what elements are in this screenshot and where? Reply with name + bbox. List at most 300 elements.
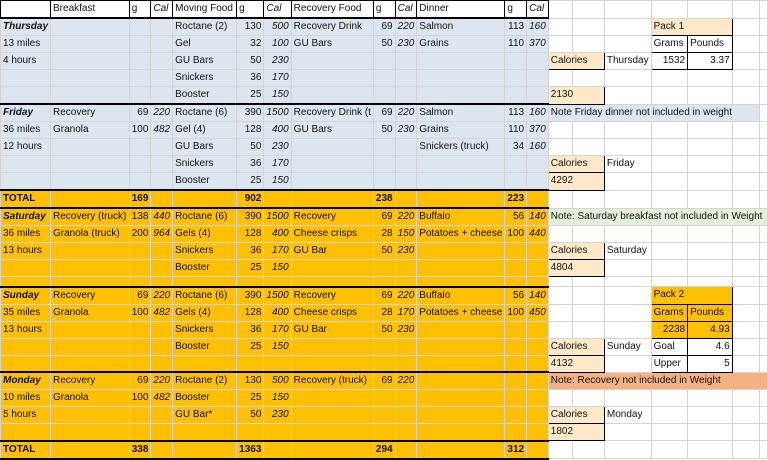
empty-cell[interactable] — [417, 441, 505, 459]
dinner-item[interactable] — [417, 243, 505, 260]
moving-food-item[interactable]: Booster — [173, 338, 237, 355]
recovery-food-item[interactable]: GU Bar — [291, 321, 373, 338]
dinner-calories[interactable] — [527, 70, 549, 87]
breakfast-calories[interactable]: 482 — [151, 304, 173, 321]
moving-food-calories[interactable]: 230 — [264, 139, 291, 156]
empty-cell[interactable] — [548, 70, 572, 87]
day-info[interactable] — [1, 156, 51, 173]
dinner-grams[interactable] — [505, 407, 527, 424]
empty-cell[interactable] — [573, 441, 605, 459]
empty-cell[interactable] — [759, 287, 767, 305]
empty-cell[interactable] — [1, 277, 51, 287]
empty-cell[interactable] — [759, 407, 767, 424]
moving-food-grams[interactable]: 36 — [237, 243, 264, 260]
recovery-food-item[interactable]: Recovery Drink (t — [291, 104, 373, 122]
breakfast-calories[interactable] — [151, 321, 173, 338]
recovery-food-item[interactable] — [291, 407, 373, 424]
calories-label-sunday[interactable]: Calories — [548, 338, 604, 355]
moving-food-grams[interactable]: 32 — [237, 36, 264, 53]
empty-cell[interactable] — [688, 70, 733, 87]
recovery-food-grams[interactable] — [373, 173, 395, 191]
dinner-calories[interactable] — [527, 321, 549, 338]
empty-cell[interactable] — [651, 190, 688, 208]
moving-food-item[interactable]: Snickers — [173, 243, 237, 260]
empty-cell[interactable] — [264, 441, 291, 459]
empty-cell[interactable] — [505, 277, 527, 287]
day-info[interactable]: 36 miles — [1, 122, 51, 139]
empty-cell[interactable] — [604, 70, 651, 87]
calories-label-saturday[interactable]: Calories — [548, 243, 604, 260]
empty-cell[interactable] — [264, 190, 291, 208]
breakfast-item[interactable]: Recovery — [51, 104, 130, 122]
dinner-calories[interactable]: 450 — [527, 304, 549, 321]
day-label[interactable]: Thursday — [1, 18, 51, 36]
pack1-pounds[interactable]: 3.37 — [688, 53, 733, 70]
recovery-food-grams[interactable] — [373, 424, 395, 441]
empty-cell[interactable] — [759, 122, 767, 139]
breakfast-grams[interactable]: 100 — [129, 122, 151, 139]
breakfast-grams[interactable]: 69 — [129, 287, 151, 305]
breakfast-item[interactable]: Recovery — [51, 372, 130, 390]
empty-cell[interactable] — [173, 190, 237, 208]
empty-cell[interactable] — [527, 190, 549, 208]
moving-food-grams[interactable]: 128 — [237, 122, 264, 139]
day-label-sunday[interactable]: Sunday — [604, 338, 651, 355]
breakfast-calories[interactable] — [151, 18, 173, 36]
empty-cell[interactable] — [759, 190, 767, 208]
empty-cell[interactable] — [373, 355, 395, 372]
empty-cell[interactable] — [651, 390, 688, 407]
moving-food-calories[interactable]: 150 — [264, 338, 291, 355]
moving-food-grams[interactable]: 36 — [237, 321, 264, 338]
recovery-food-calories[interactable] — [395, 70, 417, 87]
empty-cell[interactable] — [604, 190, 651, 208]
dinner-item[interactable] — [417, 156, 505, 173]
breakfast-grams[interactable] — [129, 156, 151, 173]
moving-food-calories[interactable]: 500 — [264, 18, 291, 36]
empty-cell[interactable] — [527, 355, 549, 372]
empty-cell[interactable] — [604, 1, 651, 19]
empty-cell[interactable] — [732, 226, 759, 243]
empty-cell[interactable] — [604, 122, 651, 139]
empty-cell[interactable] — [732, 390, 759, 407]
breakfast-calories[interactable]: 220 — [151, 104, 173, 122]
empty-cell[interactable] — [759, 277, 767, 287]
empty-cell[interactable] — [732, 441, 759, 459]
breakfast-grams[interactable] — [129, 139, 151, 156]
recovery-food-item[interactable]: Cheese crisps — [291, 304, 373, 321]
recovery-food-grams[interactable]: 69 — [373, 372, 395, 390]
empty-cell[interactable] — [759, 338, 767, 355]
dinner-grams[interactable] — [505, 173, 527, 191]
empty-cell[interactable] — [548, 304, 572, 321]
moving-food-item[interactable]: Roctane (6) — [173, 104, 237, 122]
day-info[interactable]: 35 miles — [1, 304, 51, 321]
empty-cell[interactable] — [548, 321, 572, 338]
empty-cell[interactable] — [759, 1, 767, 19]
dinner-grams[interactable] — [505, 260, 527, 277]
dinner-calories[interactable] — [527, 372, 549, 390]
moving-food-item[interactable] — [173, 424, 237, 441]
moving-food-calories[interactable]: 400 — [264, 226, 291, 243]
pack2-goal-label[interactable]: Goal — [651, 338, 688, 355]
recovery-food-calories[interactable] — [395, 407, 417, 424]
empty-cell[interactable] — [573, 321, 605, 338]
breakfast-item[interactable] — [51, 338, 130, 355]
empty-cell[interactable] — [573, 1, 605, 19]
empty-cell[interactable] — [651, 243, 688, 260]
empty-cell[interactable] — [651, 70, 688, 87]
moving-food-item[interactable]: Gel (4) — [173, 122, 237, 139]
moving-food-item[interactable]: Snickers — [173, 156, 237, 173]
moving-food-grams[interactable]: 25 — [237, 338, 264, 355]
dinner-grams-total[interactable]: 223 — [505, 190, 527, 208]
empty-cell[interactable] — [732, 156, 759, 173]
recovery-food-item[interactable]: GU Bars — [291, 122, 373, 139]
breakfast-calories[interactable] — [151, 36, 173, 53]
dinner-calories[interactable]: 160 — [527, 104, 549, 122]
empty-cell[interactable] — [548, 1, 572, 19]
dinner-item[interactable] — [417, 338, 505, 355]
recovery-grams-total[interactable]: 238 — [373, 190, 395, 208]
recovery-food-item[interactable]: GU Bar — [291, 243, 373, 260]
breakfast-calories[interactable] — [151, 156, 173, 173]
empty-cell[interactable] — [604, 18, 651, 36]
recovery-food-calories[interactable] — [395, 156, 417, 173]
recovery-food-grams[interactable]: 69 — [373, 104, 395, 122]
empty-cell[interactable] — [604, 173, 651, 191]
column-header-blank[interactable] — [1, 1, 51, 19]
recovery-food-calories[interactable]: 230 — [395, 122, 417, 139]
empty-cell[interactable] — [604, 304, 651, 321]
empty-cell[interactable] — [417, 190, 505, 208]
breakfast-calories[interactable] — [151, 424, 173, 441]
empty-cell[interactable] — [732, 139, 759, 156]
day-info[interactable]: 13 hours — [1, 321, 51, 338]
empty-cell[interactable] — [651, 173, 688, 191]
day-info[interactable] — [1, 338, 51, 355]
breakfast-item[interactable]: Granola — [51, 390, 130, 407]
moving-food-calories[interactable]: 170 — [264, 243, 291, 260]
recovery-food-item[interactable] — [291, 70, 373, 87]
empty-cell[interactable] — [548, 441, 572, 459]
pack2-grams-label[interactable]: Grams — [651, 304, 688, 321]
recovery-food-grams[interactable] — [373, 338, 395, 355]
empty-cell[interactable] — [604, 260, 651, 277]
empty-cell[interactable] — [759, 355, 767, 372]
empty-cell[interactable] — [688, 1, 733, 19]
breakfast-grams[interactable] — [129, 321, 151, 338]
moving-food-calories[interactable]: 1500 — [264, 104, 291, 122]
empty-cell[interactable] — [173, 441, 237, 459]
day-info[interactable]: 13 miles — [1, 36, 51, 53]
empty-cell[interactable] — [417, 277, 505, 287]
recovery-food-calories[interactable] — [395, 139, 417, 156]
dinner-calories[interactable]: 440 — [527, 226, 549, 243]
empty-cell[interactable] — [129, 277, 151, 287]
empty-cell[interactable] — [651, 1, 688, 19]
moving-food-grams[interactable]: 25 — [237, 87, 264, 105]
empty-cell[interactable] — [759, 390, 767, 407]
moving-food-calories[interactable]: 170 — [264, 156, 291, 173]
moving-food-calories[interactable]: 1500 — [264, 287, 291, 305]
recovery-food-grams[interactable]: 50 — [373, 122, 395, 139]
dinner-grams[interactable] — [505, 321, 527, 338]
dinner-grams[interactable]: 113 — [505, 104, 527, 122]
empty-cell[interactable] — [759, 321, 767, 338]
total-label[interactable]: TOTAL — [1, 441, 51, 459]
breakfast-grams[interactable]: 100 — [129, 304, 151, 321]
dinner-calories[interactable] — [527, 87, 549, 105]
recovery-food-calories[interactable] — [395, 338, 417, 355]
empty-cell[interactable] — [688, 122, 733, 139]
recovery-food-item[interactable]: Recovery — [291, 208, 373, 226]
moving-food-item[interactable]: Roctane (6) — [173, 287, 237, 305]
moving-food-item[interactable]: Roctane (2) — [173, 18, 237, 36]
empty-cell[interactable] — [759, 18, 767, 36]
breakfast-grams[interactable] — [129, 36, 151, 53]
empty-cell[interactable] — [548, 122, 572, 139]
recovery-food-calories[interactable] — [395, 53, 417, 70]
pack2-upper[interactable]: 5 — [688, 355, 733, 372]
dinner-calories[interactable] — [527, 53, 549, 70]
breakfast-calories[interactable]: 220 — [151, 372, 173, 390]
day-label-saturday[interactable]: Saturday — [604, 243, 651, 260]
dinner-item[interactable] — [417, 390, 505, 407]
empty-cell[interactable] — [604, 139, 651, 156]
dinner-grams[interactable]: 110 — [505, 36, 527, 53]
dinner-item[interactable] — [417, 407, 505, 424]
moving-food-calories[interactable]: 230 — [264, 407, 291, 424]
moving-food-grams[interactable]: 390 — [237, 208, 264, 226]
moving-food-item[interactable]: GU Bars — [173, 53, 237, 70]
empty-cell[interactable] — [759, 156, 767, 173]
empty-cell[interactable] — [759, 304, 767, 321]
breakfast-item[interactable] — [51, 260, 130, 277]
column-header-recovery-food[interactable]: Recovery Food — [291, 1, 373, 19]
breakfast-calories[interactable] — [151, 70, 173, 87]
empty-cell[interactable] — [688, 173, 733, 191]
empty-cell[interactable] — [548, 277, 572, 287]
empty-cell[interactable] — [759, 226, 767, 243]
empty-cell[interactable] — [604, 441, 651, 459]
dinner-grams[interactable]: 56 — [505, 287, 527, 305]
empty-cell[interactable] — [291, 277, 373, 287]
dinner-calories[interactable] — [527, 338, 549, 355]
dinner-calories[interactable]: 140 — [527, 208, 549, 226]
breakfast-item[interactable] — [51, 139, 130, 156]
column-header-grams[interactable]: g — [373, 1, 395, 19]
moving-food-calories[interactable]: 1500 — [264, 208, 291, 226]
empty-cell[interactable] — [373, 277, 395, 287]
breakfast-grams[interactable] — [129, 18, 151, 36]
dinner-calories[interactable] — [527, 260, 549, 277]
empty-cell[interactable] — [759, 424, 767, 441]
breakfast-calories[interactable] — [151, 260, 173, 277]
breakfast-item[interactable] — [51, 243, 130, 260]
dinner-item[interactable] — [417, 260, 505, 277]
empty-cell[interactable] — [759, 36, 767, 53]
empty-cell[interactable] — [129, 355, 151, 372]
calories-label-friday[interactable]: Calories — [548, 156, 604, 173]
empty-cell[interactable] — [732, 87, 759, 105]
empty-cell[interactable] — [264, 355, 291, 372]
dinner-item[interactable]: Salmon — [417, 18, 505, 36]
moving-food-grams[interactable]: 36 — [237, 70, 264, 87]
calories-value-thursday[interactable]: 2130 — [548, 87, 604, 105]
moving-food-calories[interactable]: 150 — [264, 390, 291, 407]
recovery-food-calories[interactable]: 220 — [395, 287, 417, 305]
pack1-title[interactable]: Pack 1 — [651, 18, 732, 36]
empty-cell[interactable] — [51, 190, 130, 208]
dinner-item[interactable] — [417, 173, 505, 191]
moving-food-grams[interactable] — [237, 424, 264, 441]
recovery-food-calories[interactable]: 220 — [395, 18, 417, 36]
empty-cell[interactable] — [604, 36, 651, 53]
moving-food-item[interactable]: Booster — [173, 260, 237, 277]
calories-label-monday[interactable]: Calories — [548, 407, 604, 424]
empty-cell[interactable] — [651, 156, 688, 173]
breakfast-grams[interactable]: 69 — [129, 372, 151, 390]
dinner-grams[interactable] — [505, 390, 527, 407]
dinner-item[interactable]: Potatoes + cheese — [417, 226, 505, 243]
moving-food-grams[interactable]: 128 — [237, 304, 264, 321]
dinner-grams[interactable] — [505, 424, 527, 441]
calories-value-monday[interactable]: 1802 — [548, 424, 604, 441]
recovery-food-item[interactable] — [291, 424, 373, 441]
recovery-food-grams[interactable] — [373, 139, 395, 156]
empty-cell[interactable] — [548, 190, 572, 208]
breakfast-grams[interactable]: 138 — [129, 208, 151, 226]
recovery-food-item[interactable] — [291, 390, 373, 407]
empty-cell[interactable] — [151, 355, 173, 372]
day-label[interactable]: Monday — [1, 372, 51, 390]
empty-cell[interactable] — [395, 190, 417, 208]
dinner-item[interactable]: Grains — [417, 36, 505, 53]
recovery-food-calories[interactable]: 230 — [395, 36, 417, 53]
empty-cell[interactable] — [237, 355, 264, 372]
dinner-grams[interactable]: 100 — [505, 226, 527, 243]
dinner-item[interactable]: Snickers (truck) — [417, 139, 505, 156]
recovery-food-grams[interactable]: 69 — [373, 287, 395, 305]
moving-food-calories[interactable]: 170 — [264, 321, 291, 338]
empty-cell[interactable] — [604, 287, 651, 305]
breakfast-grams[interactable]: 100 — [129, 390, 151, 407]
dinner-calories[interactable] — [527, 156, 549, 173]
breakfast-item[interactable] — [51, 424, 130, 441]
dinner-item[interactable] — [417, 87, 505, 105]
empty-cell[interactable] — [688, 277, 733, 287]
breakfast-grams-total[interactable]: 169 — [129, 190, 151, 208]
empty-cell[interactable] — [573, 277, 605, 287]
empty-cell[interactable] — [732, 18, 759, 36]
empty-cell[interactable] — [604, 321, 651, 338]
moving-food-grams[interactable]: 130 — [237, 372, 264, 390]
recovery-food-grams[interactable]: 50 — [373, 36, 395, 53]
empty-cell[interactable] — [604, 87, 651, 105]
day-info[interactable] — [1, 87, 51, 105]
breakfast-item[interactable] — [51, 18, 130, 36]
empty-cell[interactable] — [573, 18, 605, 36]
breakfast-item[interactable]: Recovery — [51, 287, 130, 305]
moving-food-item[interactable]: GU Bar* — [173, 407, 237, 424]
empty-cell[interactable] — [732, 36, 759, 53]
moving-food-item[interactable]: Gel — [173, 36, 237, 53]
dinner-grams[interactable] — [505, 156, 527, 173]
recovery-food-item[interactable]: Cheese crisps — [291, 226, 373, 243]
column-header-grams[interactable]: g — [237, 1, 264, 19]
recovery-food-calories[interactable]: 220 — [395, 208, 417, 226]
calories-value-sunday[interactable]: 4132 — [548, 355, 604, 372]
day-label[interactable]: Sunday — [1, 287, 51, 305]
recovery-food-item[interactable] — [291, 53, 373, 70]
breakfast-calories[interactable] — [151, 87, 173, 105]
empty-cell[interactable] — [527, 277, 549, 287]
recovery-food-grams[interactable] — [373, 390, 395, 407]
day-info[interactable]: 12 hours — [1, 139, 51, 156]
breakfast-item[interactable] — [51, 70, 130, 87]
breakfast-calories[interactable] — [151, 173, 173, 191]
moving-food-grams[interactable]: 130 — [237, 18, 264, 36]
empty-cell[interactable] — [548, 36, 572, 53]
pack2-goal[interactable]: 4.6 — [688, 338, 733, 355]
empty-cell[interactable] — [651, 277, 688, 287]
empty-cell[interactable] — [688, 424, 733, 441]
empty-cell[interactable] — [732, 173, 759, 191]
empty-cell[interactable] — [548, 139, 572, 156]
dinner-grams[interactable]: 100 — [505, 304, 527, 321]
recovery-food-grams[interactable] — [373, 87, 395, 105]
empty-cell[interactable] — [688, 190, 733, 208]
empty-cell[interactable] — [173, 355, 237, 372]
empty-cell[interactable] — [759, 53, 767, 70]
breakfast-grams[interactable]: 69 — [129, 104, 151, 122]
recovery-food-item[interactable] — [291, 156, 373, 173]
moving-food-item[interactable]: Gels (4) — [173, 304, 237, 321]
empty-cell[interactable] — [291, 355, 373, 372]
empty-cell[interactable] — [51, 355, 130, 372]
dinner-calories[interactable] — [527, 390, 549, 407]
breakfast-grams[interactable] — [129, 260, 151, 277]
breakfast-calories[interactable] — [151, 407, 173, 424]
recovery-food-calories[interactable]: 220 — [395, 104, 417, 122]
empty-cell[interactable] — [151, 190, 173, 208]
recovery-food-calories[interactable]: 150 — [395, 226, 417, 243]
moving-food-grams[interactable]: 50 — [237, 407, 264, 424]
breakfast-item[interactable] — [51, 87, 130, 105]
empty-cell[interactable] — [759, 104, 767, 122]
breakfast-item[interactable] — [51, 173, 130, 191]
recovery-food-calories[interactable] — [395, 87, 417, 105]
empty-cell[interactable] — [759, 70, 767, 87]
empty-cell[interactable] — [573, 70, 605, 87]
dinner-grams[interactable] — [505, 70, 527, 87]
breakfast-grams[interactable]: 200 — [129, 226, 151, 243]
day-label-friday[interactable]: Friday — [604, 156, 651, 173]
day-label[interactable]: Friday — [1, 104, 51, 122]
pack2-pounds[interactable]: 4.93 — [688, 321, 733, 338]
dinner-calories[interactable] — [527, 243, 549, 260]
empty-cell[interactable] — [732, 260, 759, 277]
empty-cell[interactable] — [732, 304, 759, 321]
empty-cell[interactable] — [291, 441, 373, 459]
breakfast-grams[interactable] — [129, 338, 151, 355]
breakfast-item[interactable] — [51, 53, 130, 70]
breakfast-item[interactable]: Recovery (truck) — [51, 208, 130, 226]
empty-cell[interactable] — [688, 260, 733, 277]
pack1-grams[interactable]: 1532 — [651, 53, 688, 70]
recovery-food-grams[interactable] — [373, 260, 395, 277]
